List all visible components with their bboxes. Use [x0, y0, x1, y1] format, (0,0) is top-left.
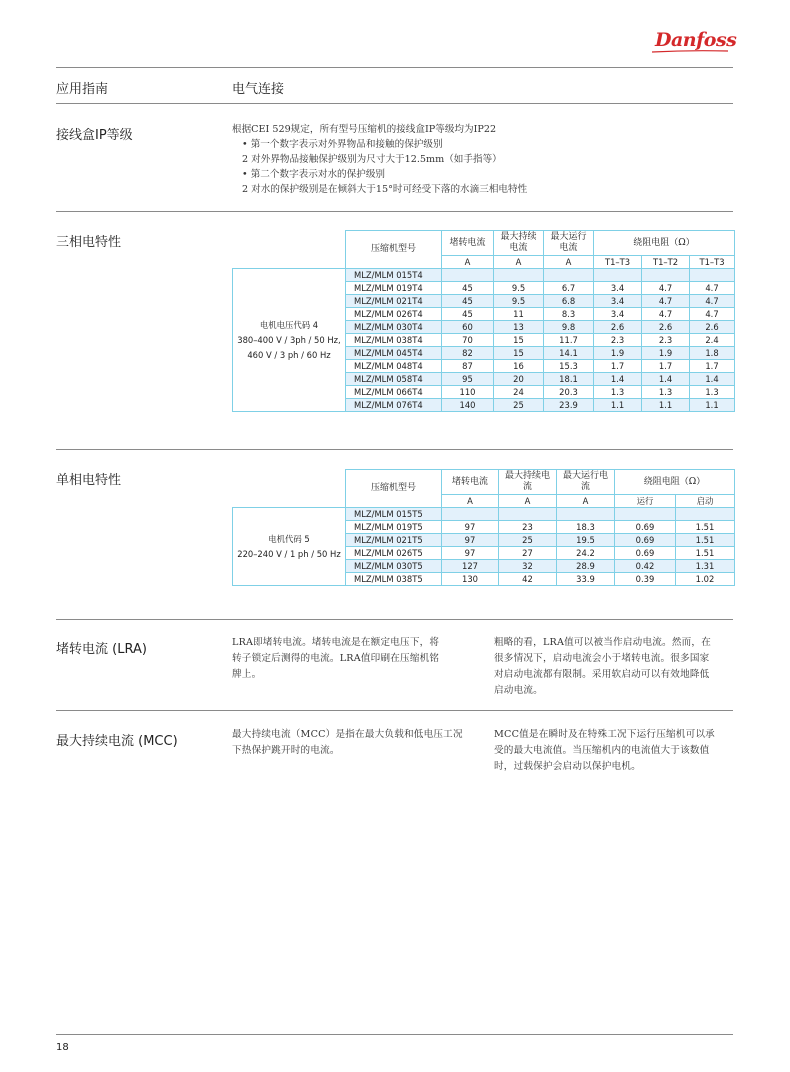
section-rule — [56, 619, 733, 620]
text-line: 启动电流。 — [494, 685, 543, 696]
unit-cell: A — [442, 495, 499, 508]
value-cell — [499, 508, 557, 521]
value-cell: 1.4 — [594, 373, 642, 386]
text-line: 转子锁定后测得的电流。LRA值印刷在压缩机铭 — [232, 653, 440, 664]
value-cell: 0.69 — [615, 521, 676, 534]
table-row — [233, 269, 735, 282]
value-cell: 3.4 — [594, 308, 642, 321]
value-cell: 25 — [494, 399, 544, 412]
value-cell: 6.8 — [544, 295, 594, 308]
table-row — [233, 508, 735, 521]
blank-cell — [233, 231, 346, 256]
value-cell: 1.02 — [676, 573, 735, 586]
value-cell: 15 — [494, 334, 544, 347]
value-cell: 45 — [442, 282, 494, 295]
section-rule — [56, 449, 733, 450]
ip-line: 根据CEI 529规定，所有型号压缩机的接线盒IP等级均为IP22 — [232, 124, 497, 135]
model-cell: MLZ/MLM 019T4 — [346, 282, 442, 295]
value-cell: 130 — [442, 573, 499, 586]
value-cell: 2.3 — [642, 334, 690, 347]
header-guide-label: 应用指南 — [56, 82, 109, 97]
header-bottom-rule — [56, 103, 733, 104]
unit-cell: A — [494, 256, 544, 269]
value-cell: 15.3 — [544, 360, 594, 373]
value-cell: 1.7 — [642, 360, 690, 373]
value-cell: 0.39 — [615, 573, 676, 586]
value-cell: 1.9 — [642, 347, 690, 360]
value-cell: 45 — [442, 295, 494, 308]
text-line: 粗略的看，LRA值可以被当作启动电流。然而，在 — [494, 637, 711, 648]
value-cell: 1.8 — [690, 347, 735, 360]
model-cell: MLZ/MLM 026T5 — [346, 547, 442, 560]
value-cell: 82 — [442, 347, 494, 360]
value-cell: 110 — [442, 386, 494, 399]
text-line: MCC值是在瞬时及在特殊工况下运行压缩机可以承 — [494, 729, 715, 740]
col-header-lra: 堵转电流 — [442, 470, 499, 495]
single-phase-title: 单相电特性 — [56, 473, 122, 488]
footer-rule — [56, 1034, 733, 1035]
unit-cell: T1–T3 — [690, 256, 735, 269]
unit-cell: 运行 — [615, 495, 676, 508]
single-phase-rows — [233, 508, 735, 586]
model-cell: MLZ/MLM 076T4 — [346, 399, 442, 412]
value-cell: 97 — [442, 521, 499, 534]
ip-line: • 第二个数字表示对水的保护级别 — [242, 169, 386, 180]
model-cell: MLZ/MLM 058T4 — [346, 373, 442, 386]
value-cell: 9.5 — [494, 295, 544, 308]
col-header-mcc: 最大持续电流 — [499, 470, 557, 495]
blank-cell — [233, 470, 346, 495]
motor-code-line: 220–240 V / 1 ph / 50 Hz — [237, 548, 341, 559]
model-cell: MLZ/MLM 038T4 — [346, 334, 442, 347]
value-cell: 70 — [442, 334, 494, 347]
ip-line: 2 对水的保护级别是在倾斜大于15°时可经受下落的水滴三相电特性 — [242, 184, 528, 195]
model-cell: MLZ/MLM 021T5 — [346, 534, 442, 547]
value-cell: 42 — [499, 573, 557, 586]
text-line: 最大持续电流（MCC）是指在最大负载和低电压工况 — [232, 729, 463, 740]
ip-section-title: 接线盒IP等级 — [56, 128, 133, 143]
value-cell: 3.4 — [594, 295, 642, 308]
text-line: 很多情况下，启动电流会小于堵转电流。很多国家 — [494, 653, 710, 664]
value-cell: 4.7 — [642, 295, 690, 308]
value-cell: 1.1 — [690, 399, 735, 412]
col-header-mcc: 最大持续电流 — [494, 231, 544, 256]
text-line: 下热保护跳开时的电流。 — [232, 745, 340, 756]
model-cell: MLZ/MLM 019T5 — [346, 521, 442, 534]
three-phase-rows — [233, 269, 735, 412]
col-header-rla: 最大运行电流 — [544, 231, 594, 256]
motor-code-line: 电机电压代码 4 — [259, 319, 319, 330]
value-cell: 1.51 — [676, 534, 735, 547]
blank-cell — [233, 256, 346, 269]
value-cell: 4.7 — [642, 308, 690, 321]
value-cell: 16 — [494, 360, 544, 373]
value-cell: 13 — [494, 321, 544, 334]
motor-code-label — [233, 508, 346, 586]
value-cell: 0.69 — [615, 534, 676, 547]
model-cell: MLZ/MLM 026T4 — [346, 308, 442, 321]
three-phase-table — [232, 230, 735, 412]
section-rule — [56, 710, 733, 711]
value-cell: 97 — [442, 534, 499, 547]
ip-line: • 第一个数字表示对外界物品和接触的保护级别 — [242, 139, 443, 150]
value-cell: 2.4 — [690, 334, 735, 347]
value-cell: 1.51 — [676, 521, 735, 534]
value-cell: 11.7 — [544, 334, 594, 347]
value-cell: 1.3 — [594, 386, 642, 399]
blank-cell — [233, 495, 346, 508]
col-header-resistance: 绕阻电阻（Ω） — [615, 470, 735, 495]
value-cell: 9.5 — [494, 282, 544, 295]
unit-cell: T1–T3 — [594, 256, 642, 269]
model-cell: MLZ/MLM 015T5 — [346, 508, 442, 521]
value-cell: 140 — [442, 399, 494, 412]
mcc-left-text — [232, 727, 472, 759]
model-cell: MLZ/MLM 030T5 — [346, 560, 442, 573]
text-line: 牌上。 — [232, 669, 262, 680]
lra-section-title: 堵转电流 (LRA) — [56, 642, 147, 657]
lra-right-text — [494, 635, 736, 699]
three-phase-title: 三相电特性 — [56, 235, 122, 250]
col-header-lra: 堵转电流 — [442, 231, 494, 256]
value-cell — [557, 508, 615, 521]
section-rule — [56, 211, 733, 212]
value-cell: 87 — [442, 360, 494, 373]
motor-code-line: 460 V / 3 ph / 60 Hz — [247, 349, 331, 360]
value-cell: 24.2 — [557, 547, 615, 560]
value-cell: 1.3 — [690, 386, 735, 399]
value-cell: 95 — [442, 373, 494, 386]
text-line: LRA即堵转电流。堵转电流是在额定电压下，将 — [232, 637, 440, 648]
model-cell: MLZ/MLM 045T4 — [346, 347, 442, 360]
danfoss-logo: Danfoss — [655, 29, 737, 51]
value-cell: 2.6 — [594, 321, 642, 334]
value-cell: 1.4 — [690, 373, 735, 386]
text-line: 对启动电流都有限制。采用软启动可以有效地降低 — [494, 669, 710, 680]
model-cell: MLZ/MLM 048T4 — [346, 360, 442, 373]
mcc-section-title: 最大持续电流 (MCC) — [56, 734, 178, 749]
value-cell: 33.9 — [557, 573, 615, 586]
value-cell: 4.7 — [690, 308, 735, 321]
value-cell: 1.51 — [676, 547, 735, 560]
value-cell: 1.7 — [594, 360, 642, 373]
col-header-model: 压缩机型号 — [346, 231, 442, 269]
mcc-right-text — [494, 727, 736, 775]
motor-code-label — [233, 269, 346, 412]
value-cell — [494, 269, 544, 282]
value-cell: 60 — [442, 321, 494, 334]
value-cell: 32 — [499, 560, 557, 573]
value-cell: 4.7 — [690, 295, 735, 308]
col-header-model: 压缩机型号 — [346, 470, 442, 508]
value-cell: 20.3 — [544, 386, 594, 399]
motor-code-line: 380–400 V / 3ph / 50 Hz, — [237, 334, 341, 345]
single-phase-table — [232, 469, 735, 586]
value-cell: 11 — [494, 308, 544, 321]
value-cell: 8.3 — [544, 308, 594, 321]
value-cell — [690, 269, 735, 282]
value-cell: 24 — [494, 386, 544, 399]
model-cell: MLZ/MLM 021T4 — [346, 295, 442, 308]
model-cell: MLZ/MLM 015T4 — [346, 269, 442, 282]
value-cell — [442, 269, 494, 282]
value-cell: 9.8 — [544, 321, 594, 334]
value-cell: 20 — [494, 373, 544, 386]
header-section-title: 电气连接 — [232, 82, 285, 97]
value-cell — [615, 508, 676, 521]
value-cell: 27 — [499, 547, 557, 560]
value-cell: 19.5 — [557, 534, 615, 547]
model-cell: MLZ/MLM 066T4 — [346, 386, 442, 399]
value-cell: 23.9 — [544, 399, 594, 412]
value-cell: 23 — [499, 521, 557, 534]
value-cell: 97 — [442, 547, 499, 560]
value-cell: 15 — [494, 347, 544, 360]
value-cell: 6.7 — [544, 282, 594, 295]
model-cell: MLZ/MLM 030T4 — [346, 321, 442, 334]
unit-cell: T1–T2 — [642, 256, 690, 269]
value-cell: 45 — [442, 308, 494, 321]
text-line: 受的最大电流值。当压缩机内的电流值大于该数值 — [494, 745, 710, 756]
value-cell: 4.7 — [642, 282, 690, 295]
logo-underline — [652, 50, 728, 53]
value-cell: 25 — [499, 534, 557, 547]
unit-cell: A — [442, 256, 494, 269]
value-cell: 3.4 — [594, 282, 642, 295]
unit-cell: A — [557, 495, 615, 508]
unit-cell: 启动 — [676, 495, 735, 508]
value-cell: 1.9 — [594, 347, 642, 360]
model-cell: MLZ/MLM 038T5 — [346, 573, 442, 586]
col-header-rla: 最大运行电流 — [557, 470, 615, 495]
value-cell: 127 — [442, 560, 499, 573]
page-number: 18 — [56, 1042, 69, 1053]
value-cell — [642, 269, 690, 282]
value-cell — [442, 508, 499, 521]
value-cell: 4.7 — [690, 282, 735, 295]
unit-cell: A — [499, 495, 557, 508]
value-cell — [544, 269, 594, 282]
value-cell: 2.6 — [642, 321, 690, 334]
value-cell: 28.9 — [557, 560, 615, 573]
value-cell: 18.1 — [544, 373, 594, 386]
value-cell — [594, 269, 642, 282]
value-cell: 1.1 — [594, 399, 642, 412]
value-cell — [676, 508, 735, 521]
value-cell: 1.1 — [642, 399, 690, 412]
value-cell: 14.1 — [544, 347, 594, 360]
col-header-resistance: 绕阻电阻（Ω） — [594, 231, 735, 256]
header-top-rule — [56, 67, 733, 68]
value-cell: 2.3 — [594, 334, 642, 347]
value-cell: 0.42 — [615, 560, 676, 573]
lra-left-text — [232, 635, 472, 683]
text-line: 时，过载保护会启动以保护电机。 — [494, 761, 641, 772]
value-cell: 2.6 — [690, 321, 735, 334]
motor-code-line: 电机代码 5 — [268, 533, 310, 544]
value-cell: 1.4 — [642, 373, 690, 386]
value-cell: 18.3 — [557, 521, 615, 534]
ip-line: 2 对外界物品接触保护级别为尺寸大于12.5mm（如手指等） — [242, 154, 502, 165]
value-cell: 0.69 — [615, 547, 676, 560]
value-cell: 1.31 — [676, 560, 735, 573]
value-cell: 1.3 — [642, 386, 690, 399]
ip-section-body — [232, 122, 712, 197]
unit-cell: A — [544, 256, 594, 269]
value-cell: 1.7 — [690, 360, 735, 373]
